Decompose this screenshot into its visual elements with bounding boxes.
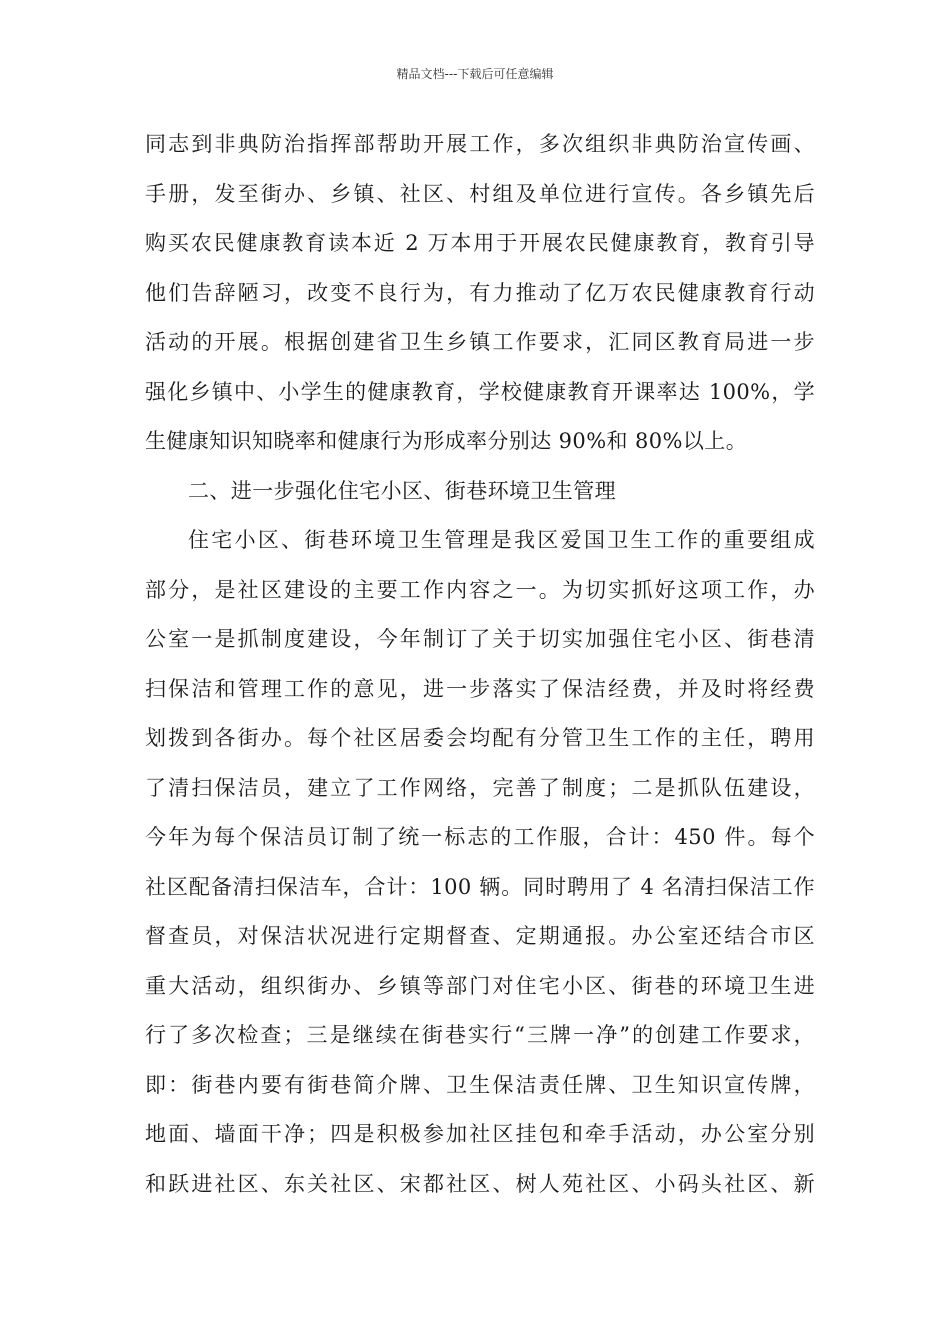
text-line: 督查员，对保洁状况进行定期督查、定期通报。办公室还结合市区 — [145, 924, 815, 948]
text-line: 他们告辞陋习，改变不良行为，有力推动了亿万农民健康教育行动 — [145, 280, 815, 305]
text-line: 购买农民健康教育读本近 2 万本用于开展农民健康教育，教育引导 — [145, 231, 815, 255]
body-text — [145, 120, 815, 1209]
text-line: 地面、墙面干净；四是积极参加社区挂包和牵手活动，办公室分别 — [145, 1122, 815, 1146]
text-line: 重大活动，组织街办、乡镇等部门对住宅小区、街巷的环境卫生进 — [145, 973, 815, 998]
text-line: 行了多次检查；三是继续在街巷实行“三牌一净”的创建工作要求， — [145, 1023, 815, 1047]
page-header: 精品文档---下载后可任意编辑 — [396, 67, 554, 81]
text-line: 生健康知识知晓率和健康行为形成率分别达 90%和 80%以上。 — [145, 429, 748, 453]
text-line: 活动的开展。根据创建省卫生乡镇工作要求，汇同区教育局进一步 — [145, 330, 815, 354]
text-line: 部分，是社区建设的主要工作内容之一。为切实抓好这项工作，办 — [145, 577, 815, 602]
text-line: 住宅小区、街巷环境卫生管理是我区爱国卫生工作的重要组成 — [188, 528, 815, 552]
text-line: 社区配备清扫保洁车，合计：100 辆。同时聘用了 4 名清扫保洁工作 — [145, 874, 815, 899]
text-line: 强化乡镇中、小学生的健康教育，学校健康教育开课率达 100%，学 — [145, 379, 815, 404]
text-line: 同志到非典防治指挥部帮助开展工作，多次组织非典防治宣传画、 — [145, 132, 815, 156]
text-line: 扫保洁和管理工作的意见，进一步落实了保洁经费，并及时将经费 — [145, 676, 815, 701]
text-line: 手册，发至街办、乡镇、社区、村组及单位进行宣传。各乡镇先后 — [145, 181, 815, 206]
text-line: 划拨到各街办。每个社区居委会均配有分管卫生工作的主任，聘用 — [145, 726, 815, 750]
text-line: 公室一是抓制度建设，今年制订了关于切实加强住宅小区、街巷清 — [145, 627, 815, 651]
section-heading: 二、进一步强化住宅小区、街巷环境卫生管理 — [188, 478, 616, 503]
text-line: 了清扫保洁员，建立了工作网络，完善了制度；二是抓队伍建设， — [145, 775, 815, 800]
text-line: 和跃进社区、东关社区、宋都社区、树人苑社区、小码头社区、新 — [145, 1171, 815, 1196]
text-line: 今年为每个保洁员订制了统一标志的工作服，合计：450 件。每个 — [145, 825, 815, 849]
text-line: 即：街巷内要有街巷简介牌、卫生保洁责任牌、卫生知识宣传牌， — [145, 1072, 815, 1097]
